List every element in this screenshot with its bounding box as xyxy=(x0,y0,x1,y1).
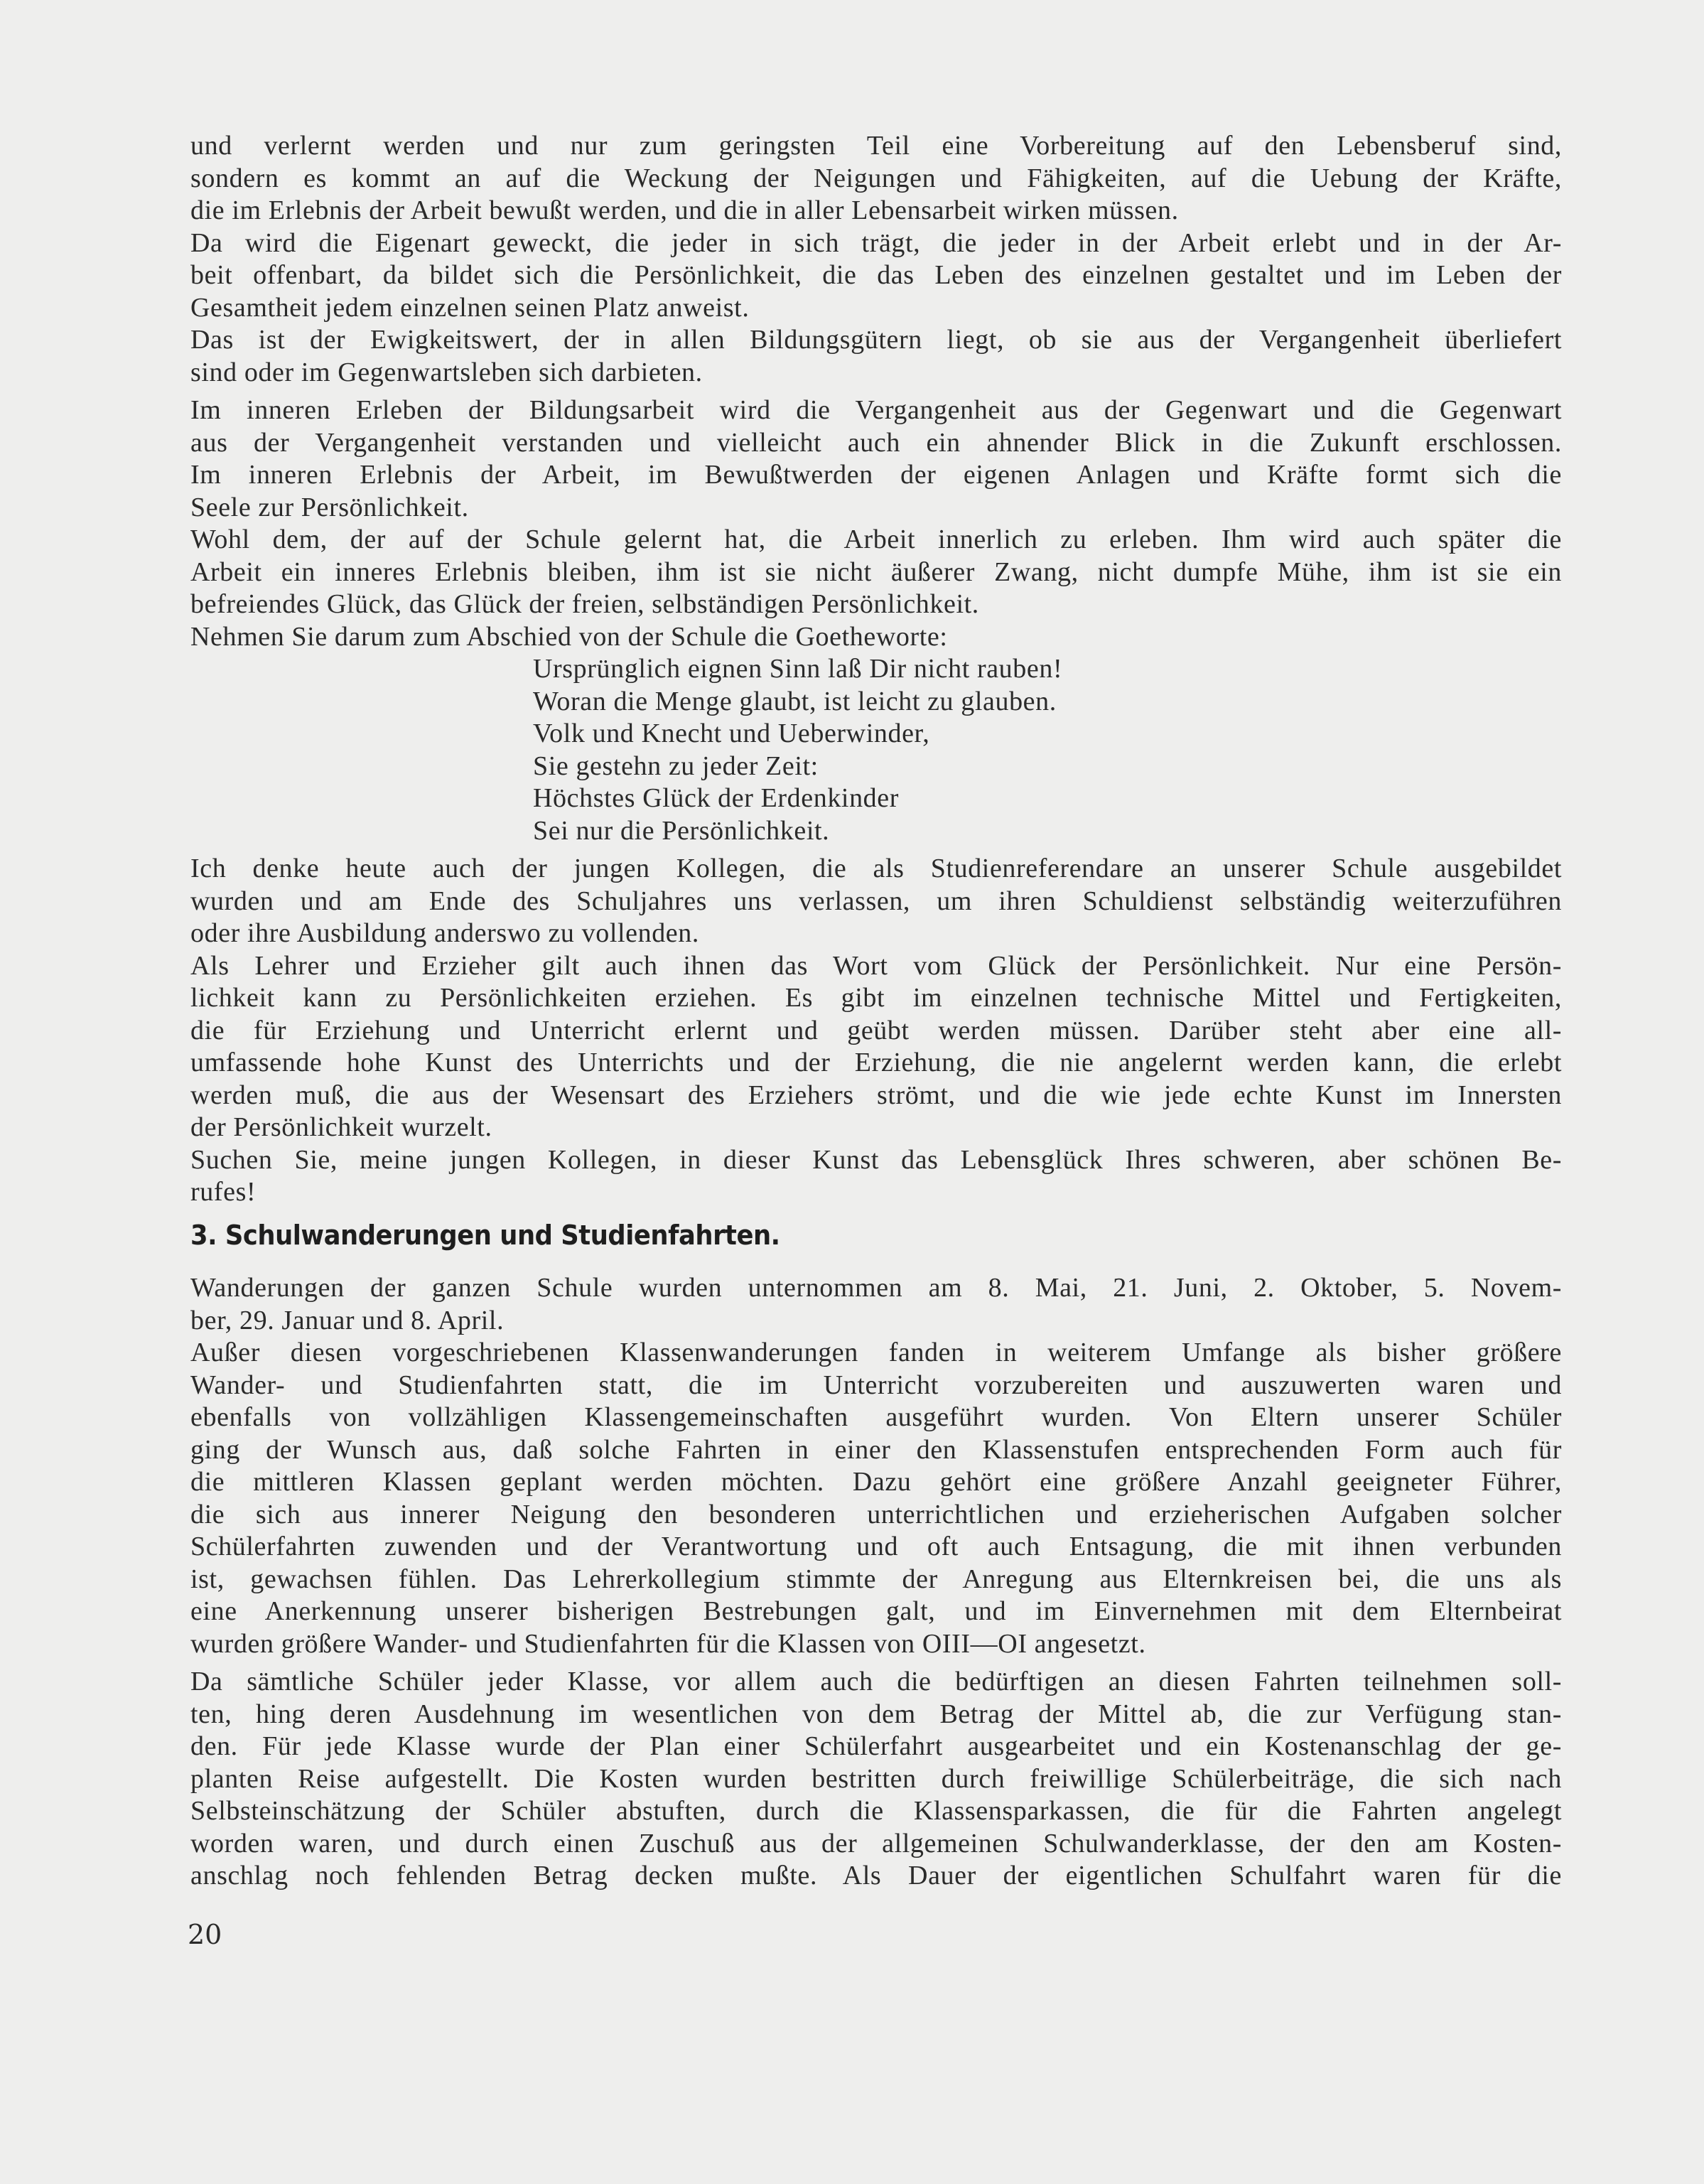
page-number: 20 xyxy=(188,1919,222,1950)
text-line: beit offenbart, da bildet sich die Persönlichkeit, die das Leben des einzelnen gestaltet und im Leben der xyxy=(190,260,1562,290)
verse-line: Volk und Knecht und Ueberwinder, xyxy=(533,719,930,748)
paragraph xyxy=(190,394,1562,524)
verse-line: Sei nur die Persönlichkeit. xyxy=(533,815,830,846)
verse-line: Ursprünglich eignen Sinn laß Dir nicht rauben! xyxy=(533,654,1063,684)
text-line: Als Lehrer und Erzieher gilt auch ihnen das Wort vom Glück der Persönlichkeit. Nur eine Persön- xyxy=(190,950,1562,981)
text-line: Da wird die Eigenart geweckt, die jeder in sich trägt, die jeder in der Arbeit erlebt und in der Ar- xyxy=(190,227,1562,258)
text-line: werden muß, die aus der Wesensart des Erziehers strömt, und die wie jede echte Kunst im Innersten xyxy=(190,1080,1562,1110)
paragraph xyxy=(190,324,1562,389)
text-line: sondern es kommt an auf die Weckung der Neigungen und Fähigkeiten, auf die Uebung der Kräfte, xyxy=(190,163,1562,193)
paragraph-gap xyxy=(190,1660,1562,1666)
verse-line: Höchstes Glück der Erdenkinder xyxy=(533,783,900,813)
paragraph xyxy=(190,1144,1562,1209)
text-line: planten Reise aufgestellt. Die Kosten wurden bestritten durch freiwillige Schülerbeiträge, die sich nach xyxy=(190,1763,1562,1794)
paragraph xyxy=(190,524,1562,621)
text-line: Suchen Sie, meine jungen Kollegen, in dieser Kunst das Lebensglück Ihres schweren, aber schönen Be- xyxy=(190,1144,1562,1175)
paragraph xyxy=(190,1272,1562,1337)
text-line: Gesamtheit jedem einzelnen seinen Platz anweist. xyxy=(190,292,750,323)
text-line: ten, hing deren Ausdehnung im wesentlichen von dem Betrag der Mittel ab, die zur Verfügung stan- xyxy=(190,1699,1562,1729)
paragraph xyxy=(190,227,1562,325)
paragraph xyxy=(190,621,1562,654)
text-line: rufes! xyxy=(190,1177,257,1207)
text-line: oder ihre Ausbildung anderswo zu vollenden. xyxy=(190,918,699,948)
paragraph xyxy=(190,950,1562,1144)
text-line: sind oder im Gegenwartsleben sich darbieten. xyxy=(190,357,703,387)
text-line: die sich aus innerer Neigung den besonderen unterrichtlichen und erzieherischen Aufgaben solcher xyxy=(190,1499,1562,1529)
text-line: Da sämtliche Schüler jeder Klasse, vor allem auch die bedürftigen an diesen Fahrten teilnehmen soll- xyxy=(190,1667,1562,1696)
text-line: Das ist der Ewigkeitswert, der in allen Bildungsgütern liegt, ob sie aus der Vergangenheit überliefert xyxy=(190,325,1562,355)
text-line: Arbeit ein inneres Erlebnis bleiben, ihm ist sie nicht äußerer Zwang, nicht dumpfe Mühe, ihm ist sie ein xyxy=(190,556,1562,587)
text-line: die im Erlebnis der Arbeit bewußt werden, und die in aller Lebensarbeit wirken müssen. xyxy=(190,195,1179,225)
text-line: befreiendes Glück, das Glück der freien, selbständigen Persönlichkeit. xyxy=(190,589,979,619)
paragraph-gap xyxy=(190,389,1562,394)
body-text-lower xyxy=(190,1272,1562,1893)
text-line: den. Für jede Klasse wurde der Plan einer Schülerfahrt ausgearbeitet und ein Kostenanschlag der ge- xyxy=(190,1731,1562,1761)
body-text-upper xyxy=(190,130,1562,1209)
text-line: Im inneren Erlebnis der Arbeit, im Bewußtwerden der eigenen Anlagen und Kräfte formt sich die xyxy=(190,460,1562,490)
paragraph xyxy=(190,130,1562,227)
text-line: ging der Wunsch aus, daß solche Fahrten in einer den Klassenstufen entsprechenden Form auch für xyxy=(190,1434,1562,1465)
text-line: Im inneren Erleben der Bildungsarbeit wird die Vergangenheit aus der Gegenwart und die Gegenwart xyxy=(190,395,1562,425)
text-line: Wohl dem, der auf der Schule gelernt hat, die Arbeit innerlich zu erleben. Ihm wird auch später die xyxy=(190,525,1562,554)
text-line: lichkeit kann zu Persönlichkeiten erziehen. Es gibt im einzelnen technische Mittel und Fertigkeiten, xyxy=(190,983,1562,1013)
text-line: wurden größere Wander- und Studienfahrten für die Klassen von OIII—OI angesetzt. xyxy=(190,1628,1146,1659)
goethe-verse xyxy=(190,653,1562,847)
paragraph-gap xyxy=(190,847,1562,853)
text-line: und verlernt werden und nur zum geringsten Teil eine Vorbereitung auf den Lebensberuf sind, xyxy=(190,131,1562,161)
text-line: die für Erziehung und Unterricht erlernt und geübt werden müssen. Darüber steht aber eine all- xyxy=(190,1015,1562,1045)
text-line: Nehmen Sie darum zum Abschied von der Schule die Goetheworte: xyxy=(190,621,948,652)
verse-line: Woran die Menge glaubt, ist leicht zu glauben. xyxy=(533,686,1057,716)
text-line: Wanderungen der ganzen Schule wurden unternommen am 8. Mai, 21. Juni, 2. Oktober, 5. Novem- xyxy=(190,1273,1562,1303)
section-heading: 3. Schulwanderungen und Studienfahrten. xyxy=(190,1220,780,1251)
text-line: eine Anerkennung unserer bisherigen Bestrebungen galt, und im Einvernehmen mit dem Elternbeirat xyxy=(190,1596,1562,1626)
verse-line: Sie gestehn zu jeder Zeit: xyxy=(533,751,819,781)
text-line: aus der Vergangenheit verstanden und vielleicht auch ein ahnender Blick in die Zukunft erschlossen. xyxy=(190,427,1562,458)
text-line: wurden und am Ende des Schuljahres uns verlassen, um ihren Schuldienst selbständig weiterzuführen xyxy=(190,886,1562,916)
text-line: Selbsteinschätzung der Schüler abstuften, durch die Klassensparkassen, die für die Fahrten angelegt xyxy=(190,1796,1562,1826)
text-line: Außer diesen vorgeschriebenen Klassenwanderungen fanden in weiterem Umfange als bisher größere xyxy=(190,1338,1562,1367)
text-line: Wander- und Studienfahrten statt, die im Unterricht vorzubereiten und auszuwerten waren und xyxy=(190,1370,1562,1400)
text-line: ebenfalls von vollzähligen Klassengemeinschaften ausgeführt wurden. Von Eltern unserer Schüler xyxy=(190,1402,1562,1432)
paragraph xyxy=(190,1337,1562,1660)
text-line: umfassende hohe Kunst des Unterrichts und der Erziehung, die nie angelernt werden kann, die erlebt xyxy=(190,1048,1562,1077)
text-line: Schülerfahrten zuwenden und der Verantwortung und oft auch Entsagung, die mit ihnen verbunden xyxy=(190,1532,1562,1561)
text-line: ber, 29. Januar und 8. April. xyxy=(190,1305,505,1335)
text-line: Seele zur Persönlichkeit. xyxy=(190,492,469,522)
text-line: worden waren, und durch einen Zuschuß aus der allgemeinen Schulwanderklasse, der den am Kosten- xyxy=(190,1828,1562,1858)
text-line: die mittleren Klassen geplant werden möchten. Dazu gehört eine größere Anzahl geeigneter Führer, xyxy=(190,1467,1562,1497)
paragraph xyxy=(190,853,1562,950)
text-line: Ich denke heute auch der jungen Kollegen, die als Studienreferendare an unserer Schule ausgebildet xyxy=(190,854,1562,883)
paragraph xyxy=(190,1666,1562,1893)
text-line: anschlag noch fehlenden Betrag decken mußte. Als Dauer der eigentlichen Schulfahrt waren für die xyxy=(190,1861,1562,1890)
text-line: ist, gewachsen fühlen. Das Lehrerkollegium stimmte der Anregung aus Elternkreisen bei, die uns als xyxy=(190,1564,1562,1594)
text-line: der Persönlichkeit wurzelt. xyxy=(190,1112,492,1142)
